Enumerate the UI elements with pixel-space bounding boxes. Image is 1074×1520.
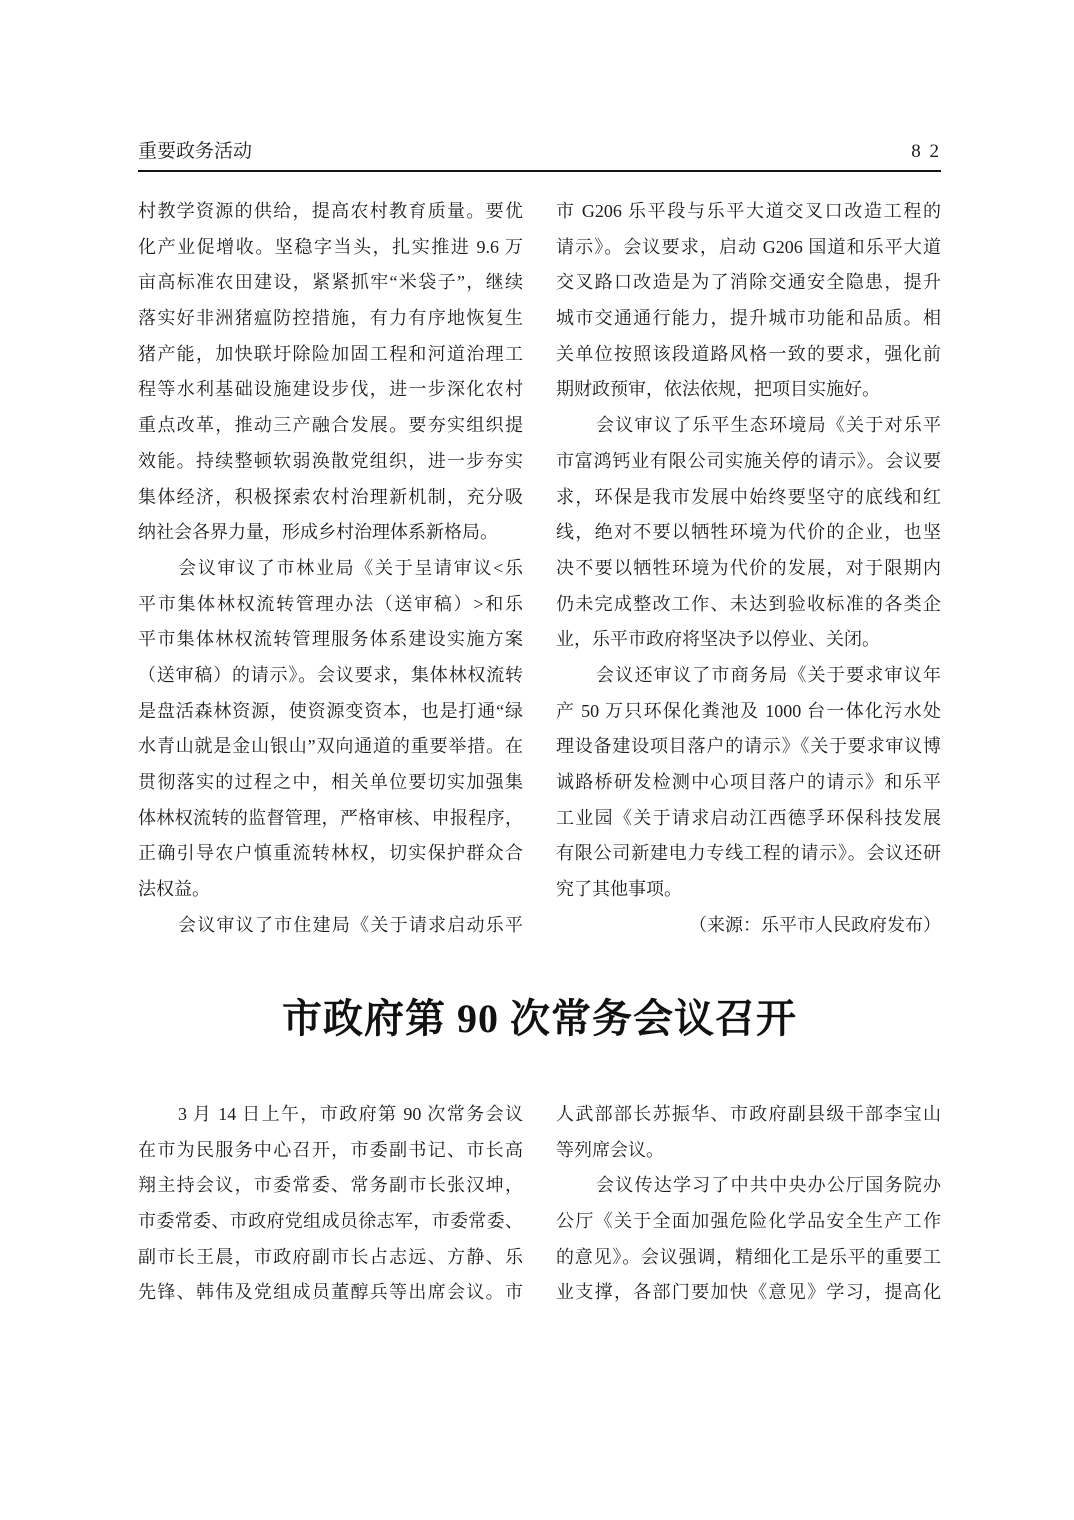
text-line: 究了其他事项。	[556, 879, 682, 900]
text-line: 效能。持续整顿软弱涣散党组织，进一步夯实	[138, 450, 523, 471]
text-line: 线，绝对不要以牺牲环境为代价的企业，也坚	[556, 522, 941, 543]
text-line: 诚路桥研发检测中心项目落户的请示》和乐平	[556, 772, 941, 792]
text-line: 在市为民服务中心召开，市委副书记、市长高	[138, 1139, 523, 1160]
article-meeting-body	[138, 1097, 941, 1311]
text-line: 化产业促增收。坚稳字当头，扎实推进 9.6 万	[138, 236, 523, 257]
text-line: 副市长王晨，市政府副市长占志远、方静、乐	[138, 1246, 523, 1267]
text-line: 会议审议了市林业局《关于呈请审议<乐	[178, 557, 523, 578]
text-line: 的意见》。会议强调，精细化工是乐平的重要工	[556, 1246, 941, 1267]
text-line: 纳社会各界力量，形成乡村治理体系新格局。	[138, 522, 498, 543]
text-line: 体林权流转的监督管理，严格审核、申报程序，	[138, 807, 523, 828]
text-line: 业支撑，各部门要加快《意见》学习，提高化	[556, 1282, 941, 1303]
article-prev-right-column	[556, 194, 941, 943]
text-line: 会议还审议了市商务局《关于要求审议年	[596, 664, 941, 685]
text-line: 村教学资源的供给，提高农村教育质量。要优	[138, 201, 523, 221]
text-line: 平市集体林权流转管理服务体系建设实施方案	[138, 629, 523, 650]
article-meeting-left-column	[138, 1097, 523, 1311]
text-line: 期财政预审，依法依规，把项目实施好。	[556, 379, 880, 400]
text-line: 翔主持会议，市委常委、常务副市长张汉坤，	[138, 1175, 523, 1196]
text-line: 猪产能，加快联圩除险加固工程和河道治理工	[138, 343, 523, 364]
text-line: 法权益。	[138, 879, 210, 900]
text-line: 市 G206 乐平段与乐平大道交叉口改造工程的	[556, 201, 941, 221]
text-line: 先锋、韩伟及党组成员董醇兵等出席会议。市	[138, 1282, 523, 1303]
article-meeting-right-column	[556, 1097, 941, 1311]
text-line: 请示》。会议要求，启动 G206 国道和乐平大道	[556, 236, 941, 257]
text-line: 集体经济，积极探索农村治理新机制，充分吸	[138, 486, 523, 507]
text-line: 水青山就是金山银山”双向通道的重要举措。在	[138, 736, 523, 757]
header-page-number: 8 2	[911, 141, 941, 162]
text-line: 人武部部长苏振华、市政府副县级干部李宝山	[556, 1104, 941, 1124]
text-line: 亩高标准农田建设，紧紧抓牢“米袋子”，继续	[138, 272, 523, 293]
text-line: 等列席会议。	[556, 1139, 664, 1160]
text-line: 工业园《关于请求启动江西德孚环保科技发展	[556, 807, 941, 828]
text-line: 城市交通通行能力，提升城市功能和品质。相	[556, 308, 941, 329]
text-line: 业，乐平市政府将坚决予以停业、关闭。	[556, 629, 880, 650]
source-line: （来源：乐平市人民政府发布）	[689, 914, 941, 935]
text-line: 有限公司新建电力专线工程的请示》。会议还研	[556, 843, 941, 864]
text-line: 落实好非洲猪瘟防控措施，有力有序地恢复生	[138, 308, 523, 329]
article-prev-body	[138, 194, 941, 943]
article-title: 市政府第 90 次常务会议召开	[282, 996, 797, 1041]
text-line: 产 50 万只环保化粪池及 1000 台一体化污水处	[556, 700, 941, 721]
text-line: 重点改革，推动三产融合发展。要夯实组织提	[138, 415, 523, 436]
text-line: 交叉路口改造是为了消除交通安全隐患，提升	[556, 272, 941, 293]
text-line: （送审稿）的请示》。会议要求，集体林权流转	[138, 664, 523, 685]
text-line: 平市集体林权流转管理办法（送审稿）>和乐	[138, 593, 523, 614]
text-line: 市委常委、市政府党组成员徐志军，市委常委、	[138, 1211, 523, 1232]
text-line: 贯彻落实的过程之中，相关单位要切实加强集	[138, 772, 523, 792]
article-prev-left-column	[138, 194, 523, 943]
text-line: 正确引导农户慎重流转林权，切实保护群众合	[138, 843, 523, 864]
text-line: 会议审议了市住建局《关于请求启动乐平	[178, 914, 523, 935]
text-line: 会议传达学习了中共中央办公厅国务院办	[596, 1175, 941, 1196]
text-line: 3 月 14 日上午，市政府第 90 次常务会议	[178, 1104, 523, 1124]
header-section-title: 重要政务活动	[138, 141, 253, 162]
text-line: 是盘活森林资源，使资源变资本，也是打通“绿	[138, 700, 523, 721]
text-line: 市富鸿钙业有限公司实施关停的请示》。会议要	[556, 450, 941, 471]
text-line: 求，环保是我市发展中始终要坚守的底线和红	[556, 486, 941, 507]
text-line: 决不要以牺牲环境为代价的发展，对于限期内	[556, 557, 941, 578]
text-line: 仍未完成整改工作、未达到验收标准的各类企	[556, 593, 941, 614]
text-line: 会议审议了乐平生态环境局《关于对乐平	[596, 415, 941, 436]
text-line: 公厅《关于全面加强危险化学品安全生产工作	[556, 1211, 941, 1232]
text-line: 关单位按照该段道路风格一致的要求，强化前	[556, 343, 941, 364]
page-header	[138, 141, 941, 172]
text-line: 理设备建设项目落户的请示》《关于要求审议博	[556, 736, 941, 757]
text-line: 程等水利基础设施建设步伐，进一步深化农村	[138, 379, 523, 400]
